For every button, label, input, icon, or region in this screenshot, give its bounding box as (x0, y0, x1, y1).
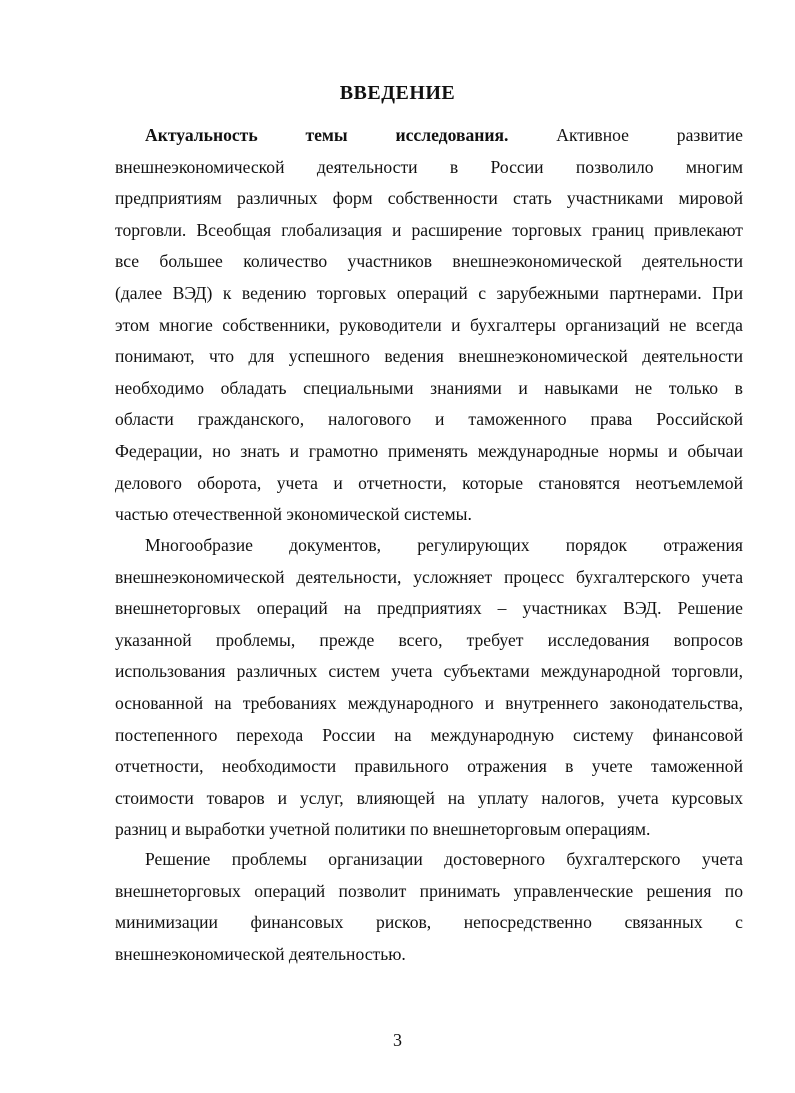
paragraph-line: необходимо обладать специальными знаниями и навыками не только в (115, 377, 743, 398)
paragraph-line: внешнеэкономической деятельностью. (115, 943, 406, 964)
paragraph-line: Решение проблемы организации достоверного бухгалтерского учета (145, 849, 743, 869)
paragraph-line: Актуальность темы исследования. Активное развитие (145, 125, 743, 145)
paragraph-line: делового оборота, учета и отчетности, которые становятся неотъемлемой (115, 472, 743, 493)
paragraph-line: минимизации финансовых рисков, непосредственно связанных с (115, 912, 743, 933)
paragraph-line: стоимости товаров и услуг, влияющей на уплату налогов, учета курсовых (115, 787, 743, 808)
paragraph-line: торговли. Всеобщая глобализация и расширение торговых границ привлекают (115, 219, 743, 240)
paragraph-relevance (115, 120, 743, 531)
paragraph-line: (далее ВЭД) к ведению торговых операций с зарубежными партнерами. При (115, 282, 743, 303)
paragraph-line: все большее количество участников внешнеэкономической деятельности (115, 251, 743, 272)
paragraph-line: частью отечественной экономической системы. (115, 504, 472, 525)
paragraph-line: Многообразие документов, регулирующих порядок отражения (145, 535, 743, 555)
paragraph-line: отчетности, необходимости правильного отражения в учете таможенной (115, 756, 743, 777)
paragraph-line: постепенного перехода России на международную систему финансовой (115, 724, 743, 745)
paragraph-line: понимают, что для успешного ведения внешнеэкономической деятельности (115, 346, 743, 367)
paragraph-line: Федерации, но знать и грамотно применять международные нормы и обычаи (115, 440, 743, 461)
page-title: ВВЕДЕНИЕ (339, 82, 456, 104)
paragraph-line: основанной на требованиях международного и внутреннего законодательства, (115, 692, 743, 713)
paragraph-line: внешнеэкономической деятельности, усложняет процесс бухгалтерского учета (115, 566, 743, 587)
paragraph-line: этом многие собственники, руководители и бухгалтеры организаций не всегда (115, 314, 743, 335)
paragraph-line: использования различных систем учета субъектами международной торговли, (115, 661, 743, 682)
paragraph-solution (115, 844, 743, 970)
paragraph-line: разниц и выработки учетной политики по внешнеторговым операциям. (115, 819, 651, 840)
paragraph-line: внешнеторговых операций на предприятиях – участниках ВЭД. Решение (115, 598, 743, 619)
paragraph-line: внешнеэкономической деятельности в России позволило многим (115, 156, 743, 177)
paragraph-documents (115, 530, 743, 846)
relevance-heading: Актуальность темы исследования. (145, 125, 509, 145)
paragraph-line: внешнеторговых операций позволит принимать управленческие решения по (115, 880, 743, 901)
paragraph-line: области гражданского, налогового и таможенного права Российской (115, 409, 743, 430)
page-number: 3 (393, 1030, 402, 1050)
paragraph-line: предприятиям различных форм собственности стать участниками мировой (115, 188, 743, 209)
paragraph-line: указанной проблемы, прежде всего, требует исследования вопросов (115, 629, 743, 650)
